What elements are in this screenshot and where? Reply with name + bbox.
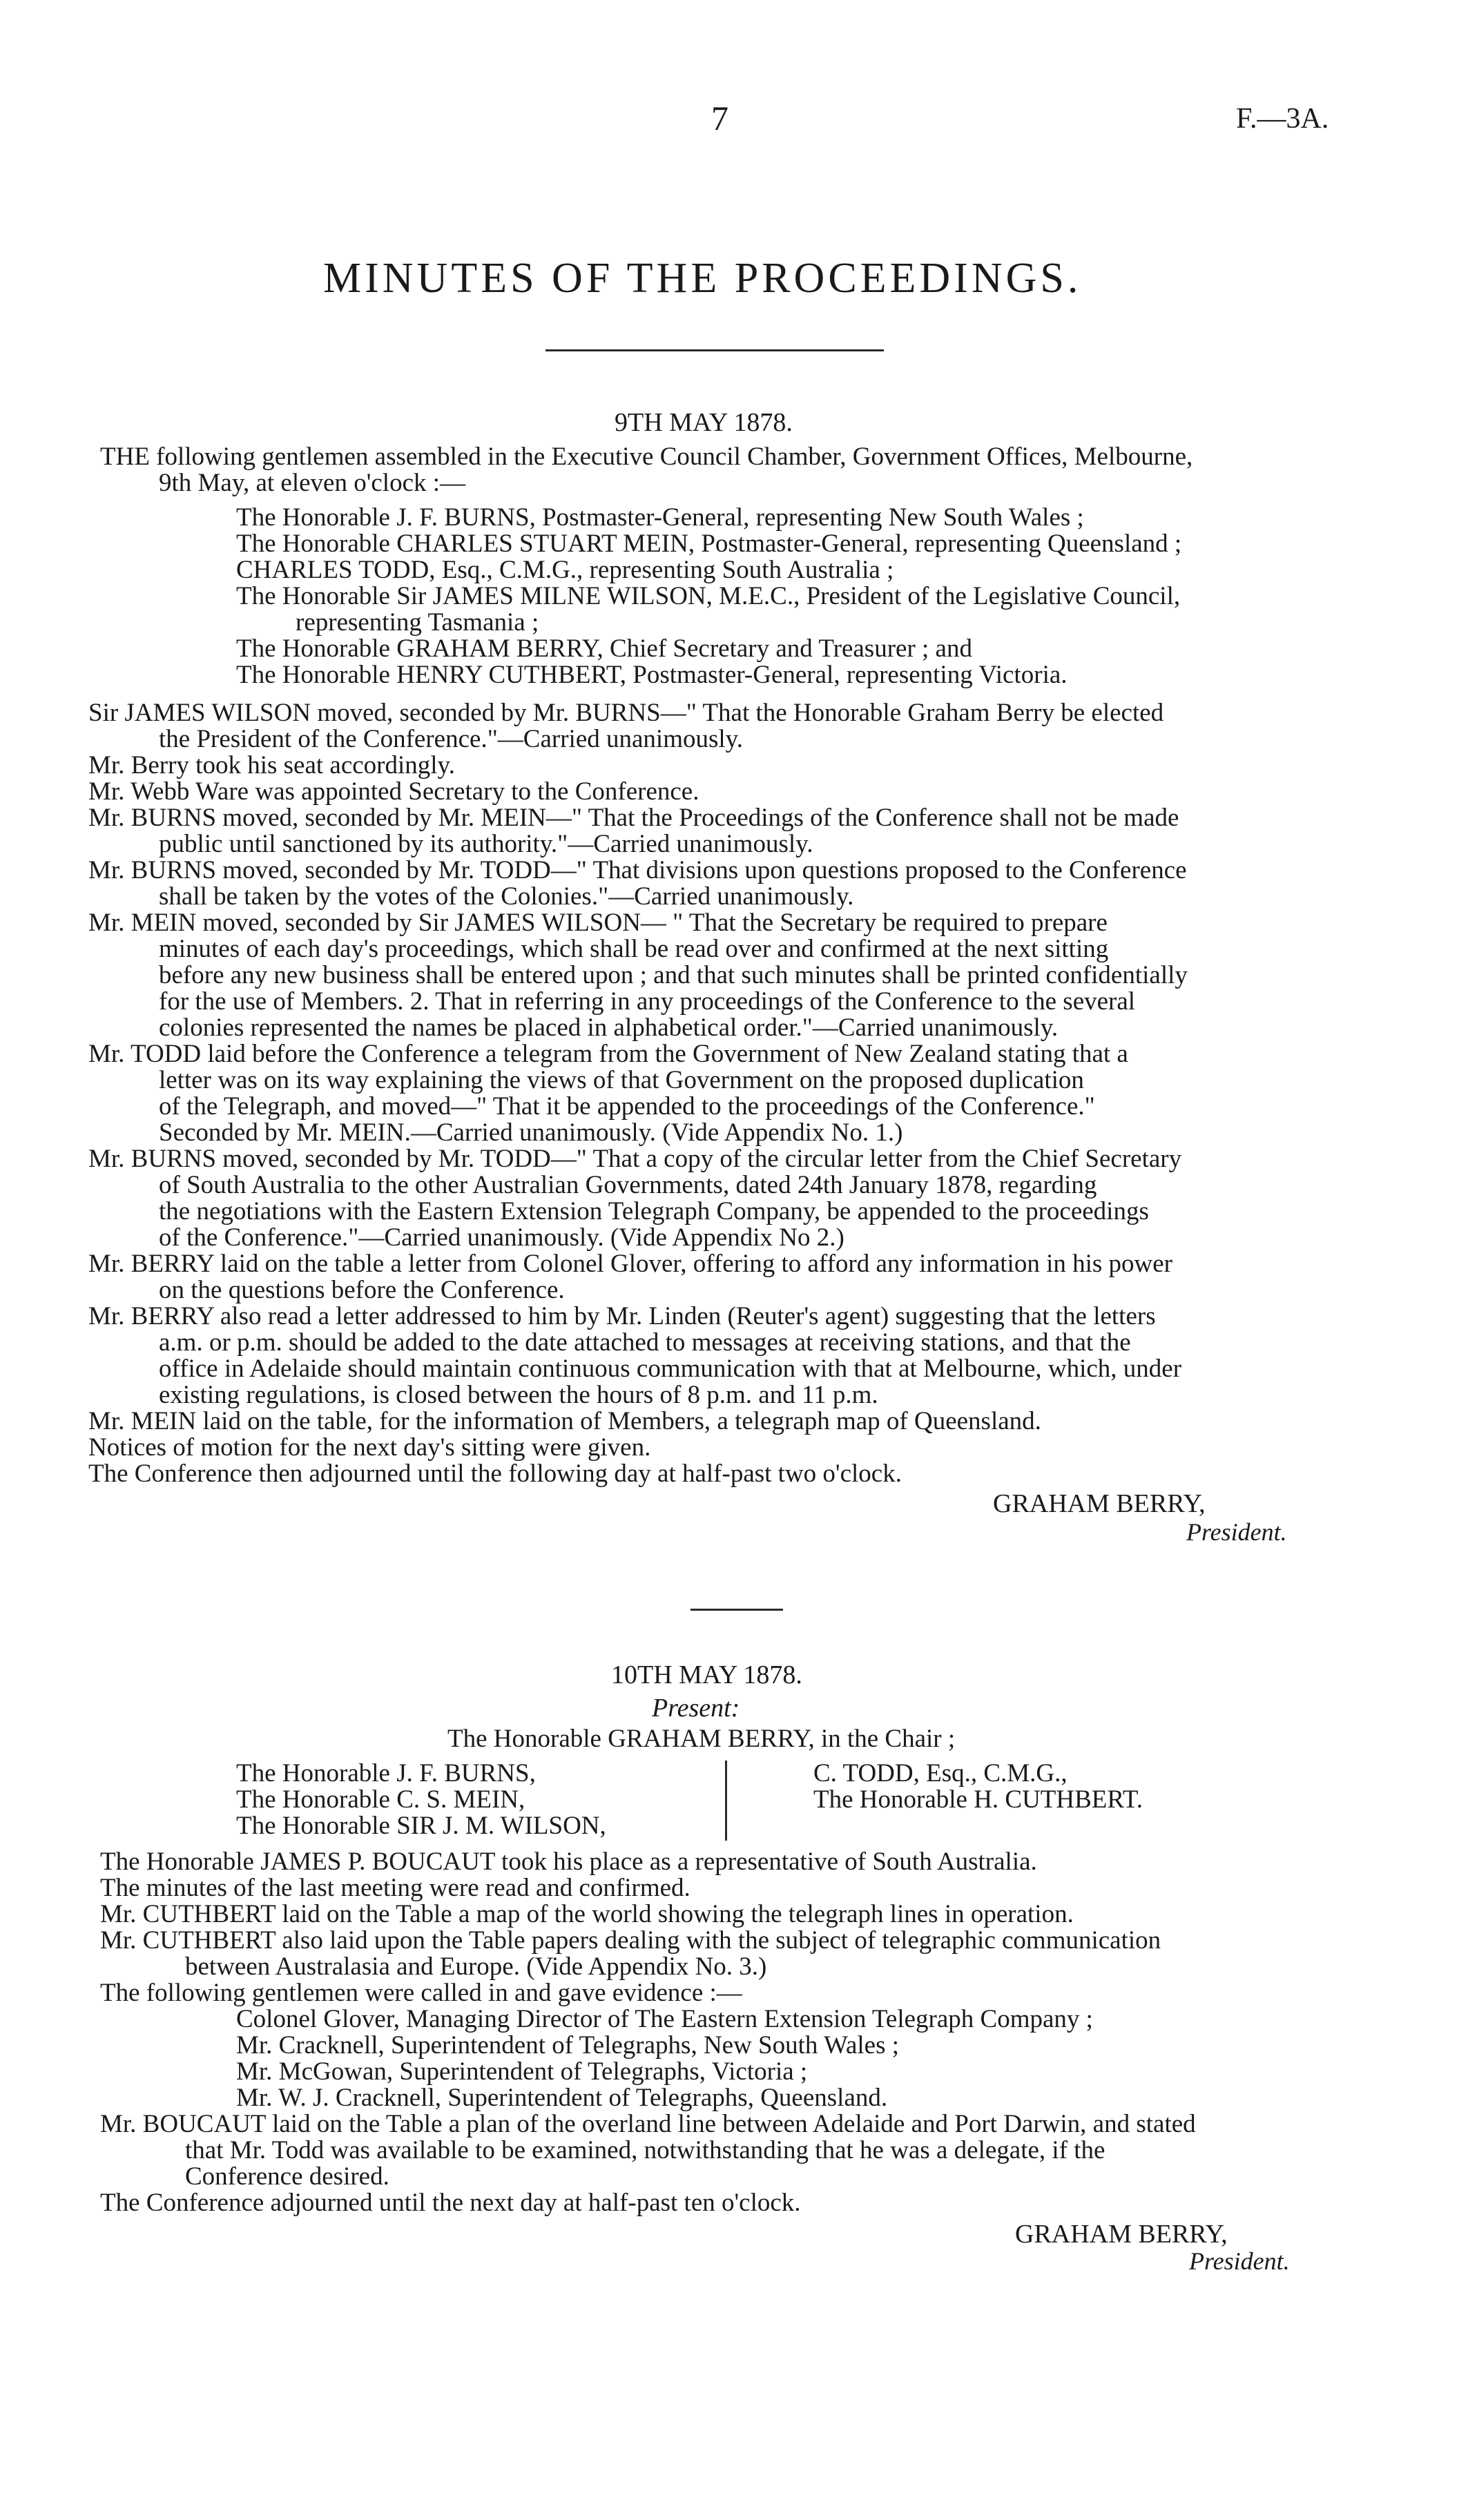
minute-line: Mr. BURNS moved, seconded by Mr. MEIN—" That the Proceedings of the Conference shall not be made [88, 804, 1179, 832]
page-number: 7 [711, 99, 728, 137]
day-divider [690, 1609, 783, 1611]
attendee: The Honorable J. F. BURNS, Postmaster-General, representing New South Wales ; [236, 503, 1084, 532]
minute-line: Conference desired. [185, 2162, 389, 2191]
present-member: The Honorable SIR J. M. WILSON, [236, 1812, 606, 1840]
minute-line: The following gentlemen were called in and gave evidence :— [100, 1979, 742, 2007]
minute-line: that Mr. Todd was available to be examined, notwithstanding that he was a delegate, if the [185, 2136, 1105, 2164]
day1-date-heading: 9TH MAY 1878. [615, 408, 793, 437]
minute-line: of the Telegraph, and moved—" That it be appended to the proceedings of the Conference." [159, 1092, 1095, 1121]
present-member: C. TODD, Esq., C.M.G., [813, 1759, 1068, 1787]
page-title: MINUTES OF THE PROCEEDINGS. [323, 255, 1082, 302]
day1-intro-line-2: 9th May, at eleven o'clock :— [159, 469, 466, 497]
minute-line: Mr. CUTHBERT laid on the Table a map of the world showing the telegraph lines in operation. [100, 1900, 1074, 1928]
attendee: The Honorable CHARLES STUART MEIN, Postmaster-General, representing Queensland ; [236, 530, 1182, 558]
minute-line: Mr. TODD laid before the Conference a telegram from the Government of New Zealand stating that a [88, 1040, 1128, 1068]
day2-signature-title: President. [1189, 2247, 1290, 2275]
minute-line: of South Australia to the other Australian Governments, dated 24th January 1878, regarding [159, 1171, 1097, 1199]
document-code: F.—3A. [1236, 103, 1329, 135]
attendee: The Honorable GRAHAM BERRY, Chief Secretary and Treasurer ; and [236, 634, 972, 663]
minute-line: Mr. Webb Ware was appointed Secretary to the Conference. [88, 777, 699, 806]
present-member: The Honorable J. F. BURNS, [236, 1759, 536, 1787]
minute-line: The Honorable JAMES P. BOUCAUT took his place as a representative of South Australia. [100, 1848, 1037, 1876]
minute-line: minutes of each day's proceedings, which shall be read over and confirmed at the next sitting [159, 935, 1109, 963]
present-member: The Honorable H. CUTHBERT. [813, 1785, 1143, 1814]
chair-line: The Honorable GRAHAM BERRY, in the Chair ; [447, 1725, 956, 1753]
minute-line: existing regulations, is closed between the hours of 8 p.m. and 11 p.m. [159, 1381, 878, 1409]
minute-line: Mr. MEIN laid on the table, for the information of Members, a telegraph map of Queensland. [88, 1407, 1041, 1435]
minute-line: the negotiations with the Eastern Extension Telegraph Company, be appended to the proceedings [159, 1197, 1149, 1225]
minute-line: Colonel Glover, Managing Director of The Eastern Extension Telegraph Company ; [236, 2005, 1093, 2033]
minute-line: Mr. Cracknell, Superintendent of Telegraphs, New South Wales ; [236, 2031, 900, 2059]
minute-line: Mr. BURNS moved, seconded by Mr. TODD—" That a copy of the circular letter from the Chief Secretary [88, 1145, 1182, 1173]
minute-line: a.m. or p.m. should be added to the date attached to messages at receiving stations, and that the [159, 1328, 1131, 1357]
present-member: The Honorable C. S. MEIN, [236, 1785, 525, 1814]
minute-line: Mr. W. J. Cracknell, Superintendent of Telegraphs, Queensland. [236, 2084, 888, 2112]
minute-line: Mr. MEIN moved, seconded by Sir JAMES WILSON— " That the Secretary be required to prepare [88, 909, 1108, 937]
attendee: The Honorable Sir JAMES MILNE WILSON, M.E.C., President of the Legislative Council, [236, 582, 1181, 610]
minute-line: Mr. McGowan, Superintendent of Telegraphs, Victoria ; [236, 2057, 808, 2086]
attendee: representing Tasmania ; [296, 608, 539, 637]
day1-signature-title: President. [1186, 1518, 1287, 1546]
minute-line: the President of the Conference."—Carried unanimously. [159, 725, 743, 753]
minute-line: public until sanctioned by its authority."—Carried unanimously. [159, 830, 813, 858]
day1-signature-name: GRAHAM BERRY, [993, 1489, 1206, 1518]
title-divider [545, 349, 884, 351]
minute-line: letter was on its way explaining the views of that Government on the proposed duplication [159, 1066, 1084, 1094]
minute-line: Mr. Berry took his seat accordingly. [88, 751, 455, 779]
minute-line: for the use of Members. 2. That in referring in any proceedings of the Conference to the several [159, 987, 1136, 1016]
minute-line: The Conference adjourned until the next day at half-past ten o'clock. [100, 2189, 801, 2217]
attendee: CHARLES TODD, Esq., C.M.G., representing South Australia ; [236, 556, 894, 584]
minute-line: shall be taken by the votes of the Colonies."—Carried unanimously. [159, 882, 854, 911]
minute-line: Mr. CUTHBERT also laid upon the Table papers dealing with the subject of telegraphic communication [100, 1926, 1161, 1955]
minute-line: Mr. BERRY also read a letter addressed to him by Mr. Linden (Reuter's agent) suggesting that the letters [88, 1302, 1156, 1330]
minute-line: office in Adelaide should maintain continuous communication with that at Melbourne, which, under [159, 1355, 1182, 1383]
attendee: The Honorable HENRY CUTHBERT, Postmaster-General, representing Victoria. [236, 661, 1068, 689]
minute-line: between Australasia and Europe. (Vide Appendix No. 3.) [185, 1952, 767, 1981]
minute-line: The Conference then adjourned until the following day at half-past two o'clock. [88, 1460, 902, 1488]
minute-line: Mr. BURNS moved, seconded by Mr. TODD—" That divisions upon questions proposed to the Conference [88, 856, 1187, 884]
minute-line: Sir JAMES WILSON moved, seconded by Mr. BURNS—" That the Honorable Graham Berry be elected [88, 699, 1164, 727]
day2-signature-name: GRAHAM BERRY, [1015, 2220, 1228, 2249]
minute-line: colonies represented the names be placed in alphabetical order."—Carried unanimously. [159, 1014, 1059, 1042]
minute-line: Notices of motion for the next day's sitting were given. [88, 1433, 651, 1462]
minute-line: The minutes of the last meeting were read and confirmed. [100, 1874, 690, 1902]
minute-line: Seconded by Mr. MEIN.—Carried unanimously. (Vide Appendix No. 1.) [159, 1118, 903, 1147]
minute-line: before any new business shall be entered upon ; and that such minutes shall be printed confidentially [159, 961, 1188, 989]
day1-intro-line-1: THE following gentlemen assembled in the Executive Council Chamber, Government Offices, Melbourne, [100, 443, 1193, 471]
column-divider [725, 1761, 727, 1841]
present-label: Present: [652, 1694, 740, 1723]
minute-line: Mr. BOUCAUT laid on the Table a plan of the overland line between Adelaide and Port Darwin, and stated [100, 2110, 1196, 2138]
minute-line: Mr. BERRY laid on the table a letter from Colonel Glover, offering to afford any information in his power [88, 1250, 1173, 1278]
minute-line: on the questions before the Conference. [159, 1276, 565, 1304]
minute-line: of the Conference."—Carried unanimously. (Vide Appendix No 2.) [159, 1223, 844, 1252]
day2-date-heading: 10TH MAY 1878. [611, 1660, 802, 1689]
